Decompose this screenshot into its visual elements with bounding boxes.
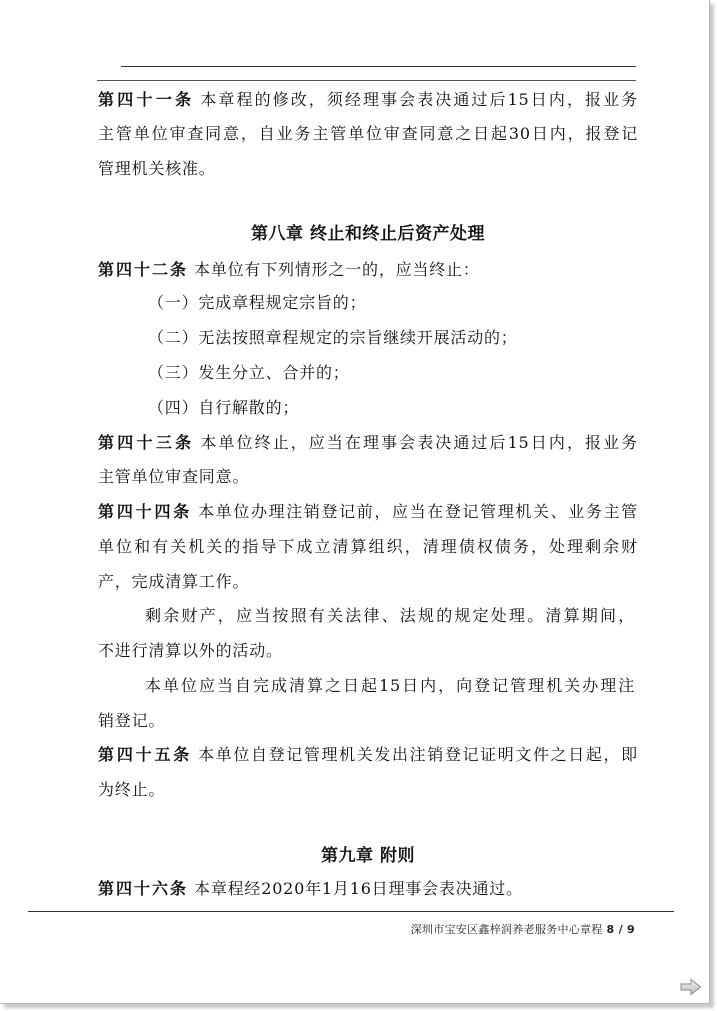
article-42-item-4: （四）自行解散的；: [148, 398, 300, 417]
article-43-line-2: 主管单位审查同意。: [98, 467, 250, 486]
article-45-line-1: 第四十五条 本单位自登记管理机关发出注销登记证明文件之日起，即: [98, 745, 638, 764]
page-indicator: 8 / 9: [606, 923, 635, 936]
chapter-9-heading: 第九章 附则: [321, 846, 415, 866]
article-44-para-3-line-2: 销登记。: [98, 711, 166, 730]
article-42-item-2: （二）无法按照章程规定的宗旨继续开展活动的；: [148, 328, 518, 347]
page-footer: [411, 921, 635, 937]
article-44-para-3-line-1: 本单位应当自完成清算之日起15日内，向登记管理机关办理注: [145, 676, 635, 695]
header-rule: [121, 66, 636, 67]
article-41-line-2: 主管单位审查同意，自业务主管单位审查同意之日起30日内，报登记: [98, 124, 638, 143]
article-41-line-1: 第四十一条 本章程的修改，须经理事会表决通过后15日内，报业务: [98, 90, 638, 109]
article-41-line-3: 管理机关核准。: [98, 159, 216, 178]
article-46-line-1: 第四十六条 本章程经2020年1月16日理事会表决通过。: [98, 879, 523, 898]
article-42-line-1: 第四十二条 本单位有下列情形之一的，应当终止：: [98, 260, 480, 279]
article-45-line-2: 为终止。: [98, 780, 166, 799]
article-44-line-3: 产，完成清算工作。: [98, 572, 250, 591]
article-42-item-3: （三）发生分立、合并的；: [148, 363, 350, 382]
footer-doc-title: 深圳市宝安区鑫梓润养老服务中心章程: [410, 923, 603, 936]
article-44-line-1: 第四十四条 本单位办理注销登记前，应当在登记管理机关、业务主管: [98, 502, 638, 521]
article-44-line-2: 单位和有关机关的指导下成立清算组织，清理债权债务，处理剩余财: [98, 537, 638, 556]
article-44-para-2-line-1: 剩余财产，应当按照有关法律、法规的规定处理。清算期间，: [145, 606, 635, 625]
header-rule-lower: [97, 80, 636, 81]
next-page-arrow-svg: [680, 978, 702, 996]
footer-rule: [28, 911, 674, 912]
article-44-para-2-line-2: 不进行清算以外的活动。: [98, 641, 283, 660]
article-43-line-1: 第四十三条 本单位终止，应当在理事会表决通过后15日内，报业务: [98, 433, 638, 452]
article-42-item-1: （一）完成章程规定宗旨的；: [148, 293, 367, 312]
next-page-arrow-icon[interactable]: [680, 978, 702, 996]
chapter-8-heading: 第八章 终止和终止后资产处理: [251, 224, 485, 244]
